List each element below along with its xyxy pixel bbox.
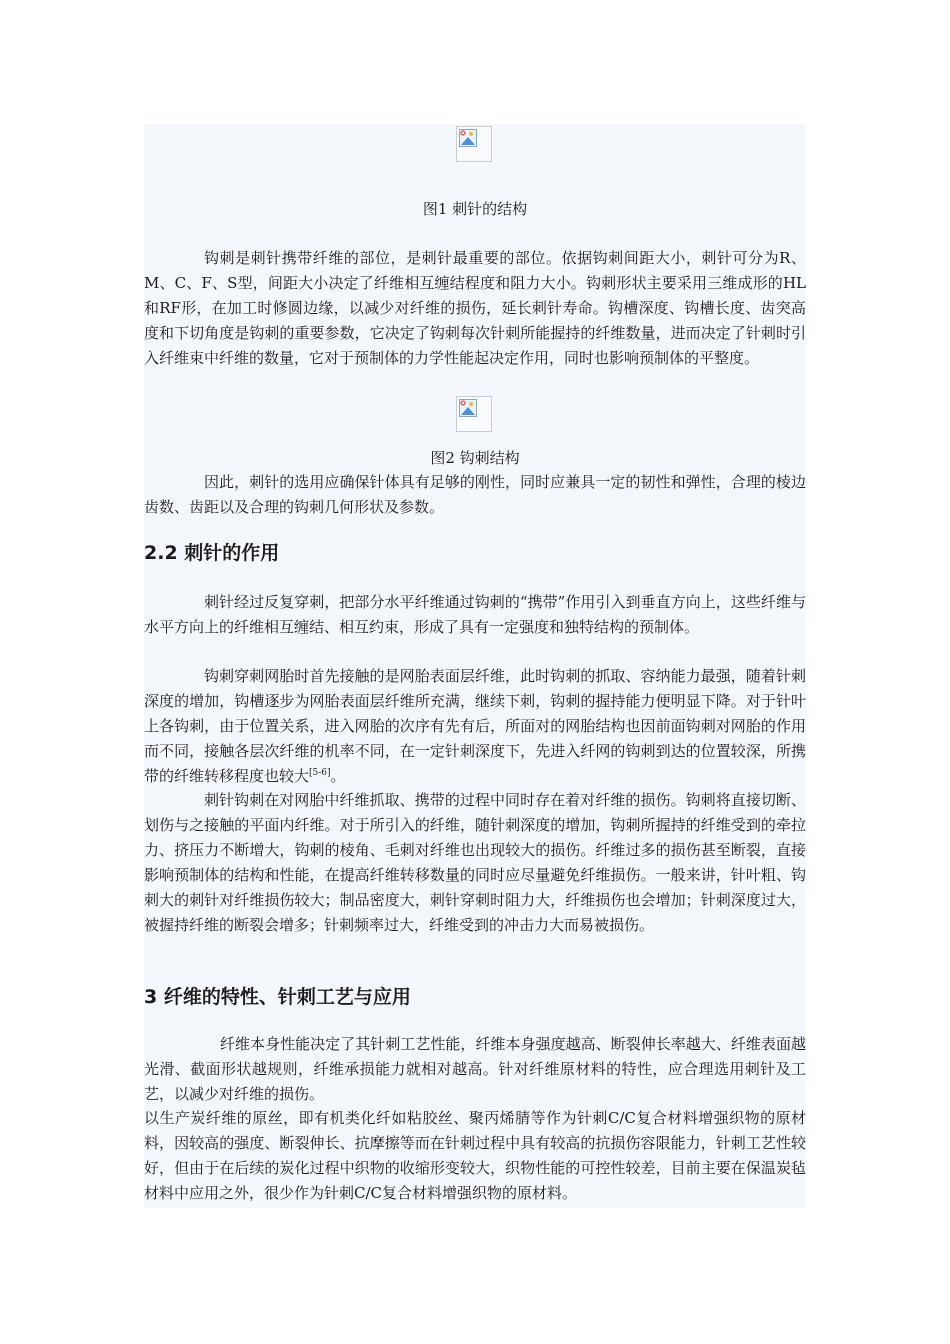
- figure-1-image: [456, 126, 492, 162]
- section-heading-2-2: 2.2 刺针的作用: [144, 542, 280, 564]
- paragraph-precursor-fibers: 以生产炭纤维的原丝，即有机类化纤如粘胶丝、聚丙烯腈等作为针刺C/C复合材料增强织物的原材料，因较高的强度、断裂伸长、抗摩擦等而在针刺过程中具有较高的抗损伤容限能力，针刺工艺性较好，但由于在后续的炭化过程中织物的收缩形变较大，织物性能的可控性较差，目前主要在保温炭毡材料中应用之外，很少作为针刺C/C复合材料增强织物的原材料。: [144, 1109, 806, 1202]
- paragraph-hook-barbs: 钩刺是刺针携带纤维的部位，是刺针最重要的部位。依据钩刺间距大小，刺针可分为R、M、C、F、S型，间距大小决定了纤维相互缠结程度和阻力大小。钩刺形状主要采用三维成形的HL和RF形，在加工时修圆边缘，以减少对纤维的损伤，延长刺针寿命。钩槽深度、钩槽长度、齿突高度和下切角度是钩刺的重要参数，它决定了钩刺每次针刺所能握持的纤维数量，进而决定了针刺时引入纤维束中纤维的数量，它对于预制体的力学性能起决定作用，同时也影响预制体的平整度。: [144, 249, 806, 367]
- paragraph-fiber-damage: 刺针钩刺在对网胎中纤维抓取、携带的过程中同时存在着对纤维的损伤。钩刺将直接切断、划伤与之接触的平面内纤维。对于所引入的纤维，随针刺深度的增加，钩刺所握持的纤维受到的牵拉力、挤压力不断增大，钩刺的棱角、毛刺对纤维也出现较大的损伤。纤维过多的损伤甚至断裂，直接影响预制体的结构和性能，在提高纤维转移数量的同时应尽量避免纤维损伤。一般来讲，针叶粗、钩刺大的刺针对纤维损伤较大；制品密度大，刺针穿刺时阻力大，纤维损伤也会增加；针刺深度过大，被握持纤维的断裂会增多；针刺频率过大，纤维受到的冲击力大而易被损伤。: [144, 791, 806, 934]
- document-page: [144, 124, 806, 1208]
- paragraph-barb-penetration-end: 。: [330, 767, 346, 785]
- paragraph-barb-penetration-text: 钩刺穿刺网胎时首先接触的是网胎表面层纤维，此时钩刺的抓取、容纳能力最强，随着针刺深度的增加，钩槽逐步为网胎表面层纤维所充满，继续下刺，钩刺的握持能力便明显下降。对于针叶上各钩刺，由于位置关系，进入网胎的次序有先有后，所面对的网胎结构也因前面钩刺对网胎的作用而不同，接触各层次纤维的机率不同，在一定针刺深度下，先进入纤网的钩刺到达的位置较深，所携带的纤维转移程度也较大: [144, 667, 806, 785]
- figure-1-caption: 图1 刺针的结构: [422, 200, 528, 218]
- figure-2-image: [456, 396, 492, 432]
- section-heading-3: 3 纤维的特性、针刺工艺与应用: [144, 986, 411, 1008]
- paragraph-needle-selection: 因此，刺针的选用应确保针体具有足够的刚性，同时应兼具一定的韧性和弹性，合理的棱边齿数、齿距以及合理的钩刺几何形状及参数。: [144, 473, 806, 516]
- paragraph-fiber-properties: 纤维本身性能决定了其针刺工艺性能，纤维本身强度越高、断裂伸长率越大、纤维表面越光滑、截面形状越规则，纤维承损能力就相对越高。针对纤维原材料的特性，应合理选用刺针及工艺，以减少对纤维的损伤。: [144, 1035, 806, 1103]
- broken-image-icon: [459, 129, 477, 147]
- figure-2-caption: 图2 钩刺结构: [430, 449, 520, 467]
- paragraph-barb-penetration: [144, 664, 806, 789]
- broken-image-icon: [459, 399, 477, 417]
- citation-5-6: [5-6]: [309, 768, 331, 778]
- paragraph-needle-action: 刺针经过反复穿刺，把部分水平纤维通过钩刺的“携带”作用引入到垂直方向上，这些纤维与水平方向上的纤维相互缠结、相互约束，形成了具有一定强度和独特结构的预制体。: [144, 593, 806, 636]
